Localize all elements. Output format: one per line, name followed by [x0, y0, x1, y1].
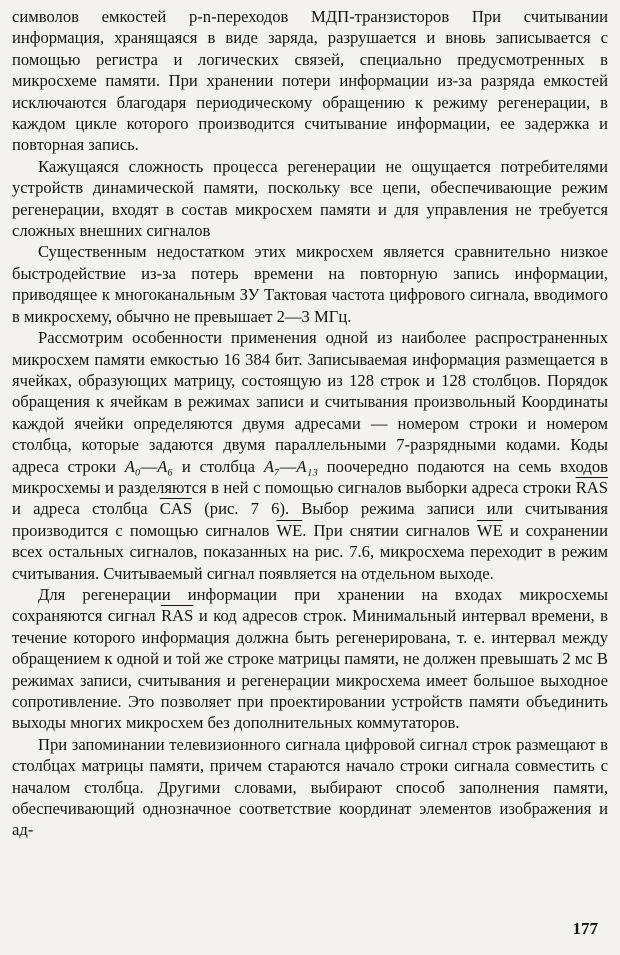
- address-bit-a0: A₀: [124, 456, 141, 476]
- text-run: и столбца: [173, 456, 264, 476]
- text-run: (рис. 7 6). Выбор режима записи или считывания производится с помощью сигналов: [12, 499, 608, 540]
- paragraph-3: Существенным недостатком этих микросхем является сравнительно низкое быстродействие из-за потерь времени на повторную запись информации, приводящее к многоканальным ЗУ Тактовая частота цифрового сигнала, вводимого в микросхему, обычно не превышает 2—3 МГц.: [12, 242, 608, 326]
- signal-ras: $\overline{RAS}$: [575, 477, 608, 497]
- text-run: . При снятии сигналов: [302, 520, 477, 540]
- paragraph-5: [12, 584, 608, 734]
- address-bit-a13: A₁₃: [296, 456, 318, 476]
- signal-we: $\overline{WE}$: [476, 520, 503, 540]
- text-run: и код адресов строк. Минимальный интервал времени, в течение которого информация должна быть регенерирована, т. е. интервал между обращением к одной и той же строке матрицы памяти, не должен превышать 2 мс В режимах записи, считывания и регенерации микросхема имеет большое выходное сопротивление. Это позволяет при проектировании устройств памяти объединить выходы многих микросхем без дополнительных коммутаторов.: [12, 606, 609, 733]
- paragraph-2: Кажущаяся сложность процесса регенерации не ощущается потребителями устройств динамической памяти, поскольку все цепи, обеспечивающие режим регенерации, входят в состав микросхем памяти и для управления не требуется сложных внешних сигналов: [12, 156, 608, 241]
- signal-cas: $\overline{CAS}$: [159, 499, 193, 519]
- text-run: и сохранении всех остальных сигналов, показанных на рис. 7.6, микросхема переходит в режим считывания. Считываемый сигнал появляется на отдельном выходе.: [12, 520, 608, 583]
- address-bit-a6: A₆: [157, 456, 174, 476]
- text-run: Для регенерации информации при хранении на входах микросхемы сохраняются сигнал: [12, 584, 608, 626]
- dash: —: [140, 456, 158, 476]
- signal-we: $\overline{WE}$: [276, 520, 303, 540]
- paragraph-4: [12, 327, 608, 584]
- text-run: и адреса столбца: [12, 499, 160, 519]
- dash: —: [279, 456, 297, 476]
- address-bit-a7: A₇: [263, 456, 280, 476]
- page-body-text: [12, 6, 608, 841]
- paragraph-6: При запоминании телевизионного сигнала цифровой сигнал строк размещают в столбцах матрицы памяти, причем стараются начало строки сигнала совместить с началом столбца. Другими словами, выбирают способ заполнения памяти, обеспечивающий однозначное соответствие координат элементов изображения и ад-: [12, 734, 608, 840]
- text-run: поочередно подаются на семь входов микросхемы и разделяются в ней с помощью сигналов выборки адреса строки: [12, 456, 608, 497]
- paragraph-1: символов емкостей p-n-переходов МДП-транзисторов При считывании информация, хранящаяся в виде заряда, разрушается и вновь записывается с помощью регистра и логических связей, специально предусмотренных в микросхеме памяти. При хранении потери информации из-за разряда емкостей исключаются благодаря периодическому обращению к режиму регенерации, в каждом цикле которого производится считывание информации, ее задержка и повторная запись.: [12, 7, 608, 155]
- page-number: 177: [572, 919, 598, 938]
- text-run: Рассмотрим особенности применения одной из наиболее распространенных микросхем памяти емкостью 16 384 бит. Записываемая информация размещается в ячейках, образующих матрицу, состоящую из 128 строк и 128 столбцов. Порядок обращения к ячейкам в режимах записи и считывания произвольный Координаты каждой ячейки определяются двумя адресами — номером строки и номером столбца, которые задаются двумя параллельными 7-разрядными кодами. Коды адреса строки: [12, 328, 608, 476]
- signal-ras: $\overline{RAS}$: [161, 606, 194, 626]
